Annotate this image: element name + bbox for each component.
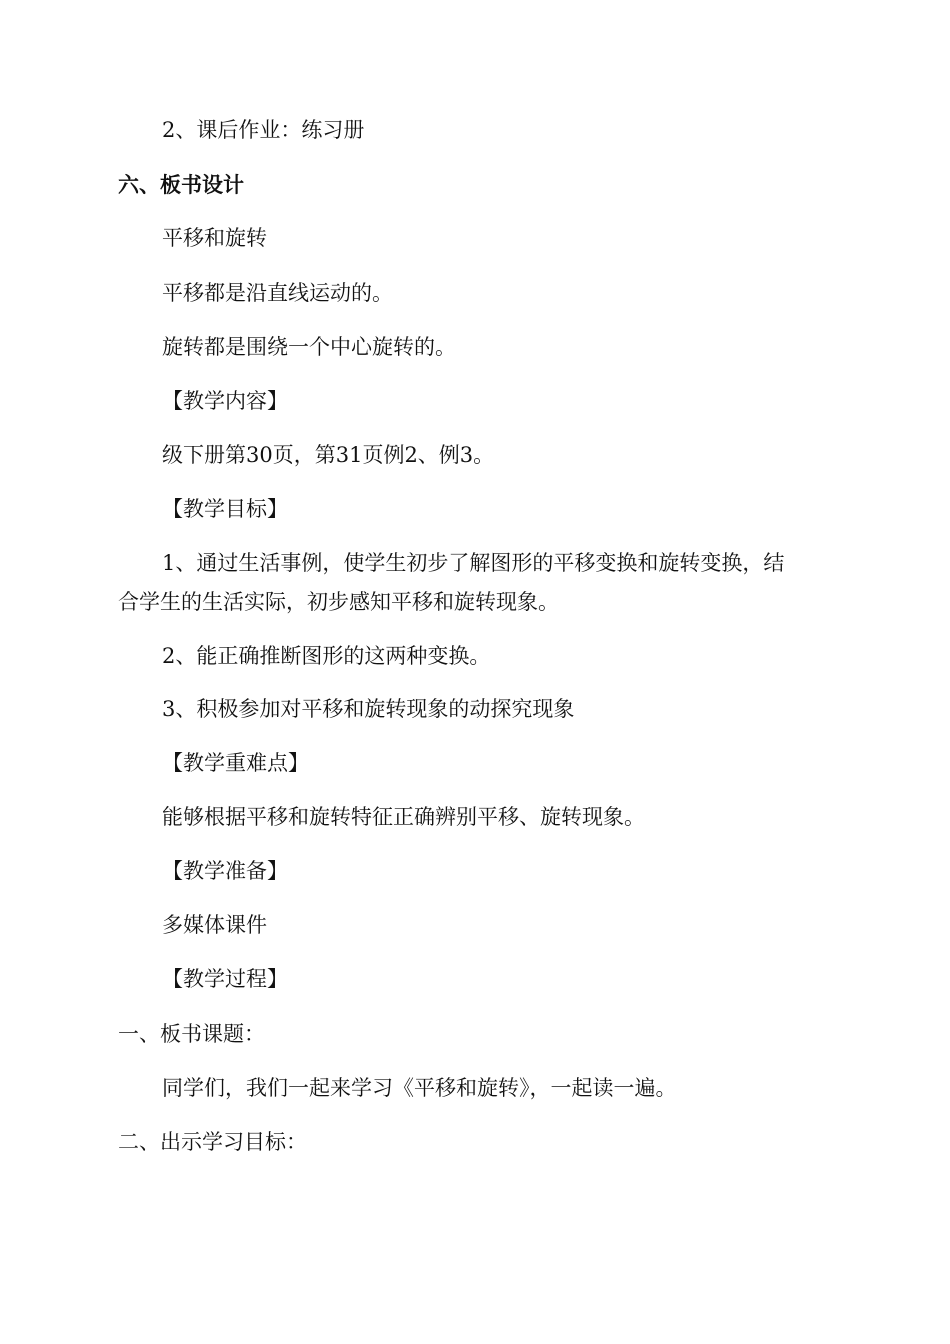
goal-2: 2、能正确推断图形的这两种变换。	[162, 644, 491, 668]
board-line-translation: 平移都是沿直线运动的。	[162, 281, 393, 305]
teaching-prep-text: 多媒体课件	[162, 913, 267, 937]
teaching-content-heading: 【教学内容】	[162, 389, 288, 413]
goal-3: 3、积极参加对平移和旋转现象的动探究现象	[162, 697, 575, 721]
key-points-text: 能够根据平移和旋转特征正确辨别平移、旋转现象。	[162, 805, 645, 829]
goal-1-line-2: 合学生的生活实际，初步感知平移和旋转现象。	[118, 590, 559, 614]
step-2-heading: 二、出示学习目标：	[118, 1130, 307, 1154]
goal-1-line-1: 1、通过生活事例，使学生初步了解图形的平移变换和旋转变换，结	[162, 551, 785, 575]
teaching-content-text: 级下册第30页，第31页例2、例3。	[162, 443, 495, 467]
teaching-prep-heading: 【教学准备】	[162, 859, 288, 883]
step-1-text: 同学们，我们一起来学习《平移和旋转》，一起读一遍。	[162, 1076, 677, 1100]
teaching-goals-heading: 【教学目标】	[162, 497, 288, 521]
section-heading-board-design: 六、板书设计	[118, 172, 244, 197]
teaching-process-heading: 【教学过程】	[162, 967, 288, 991]
board-title: 平移和旋转	[162, 226, 267, 250]
board-line-rotation: 旋转都是围绕一个中心旋转的。	[162, 335, 456, 359]
homework-line: 2、课后作业：练习册	[162, 118, 365, 142]
key-points-heading: 【教学重难点】	[162, 751, 309, 775]
step-1-heading: 一、板书课题：	[118, 1022, 265, 1046]
